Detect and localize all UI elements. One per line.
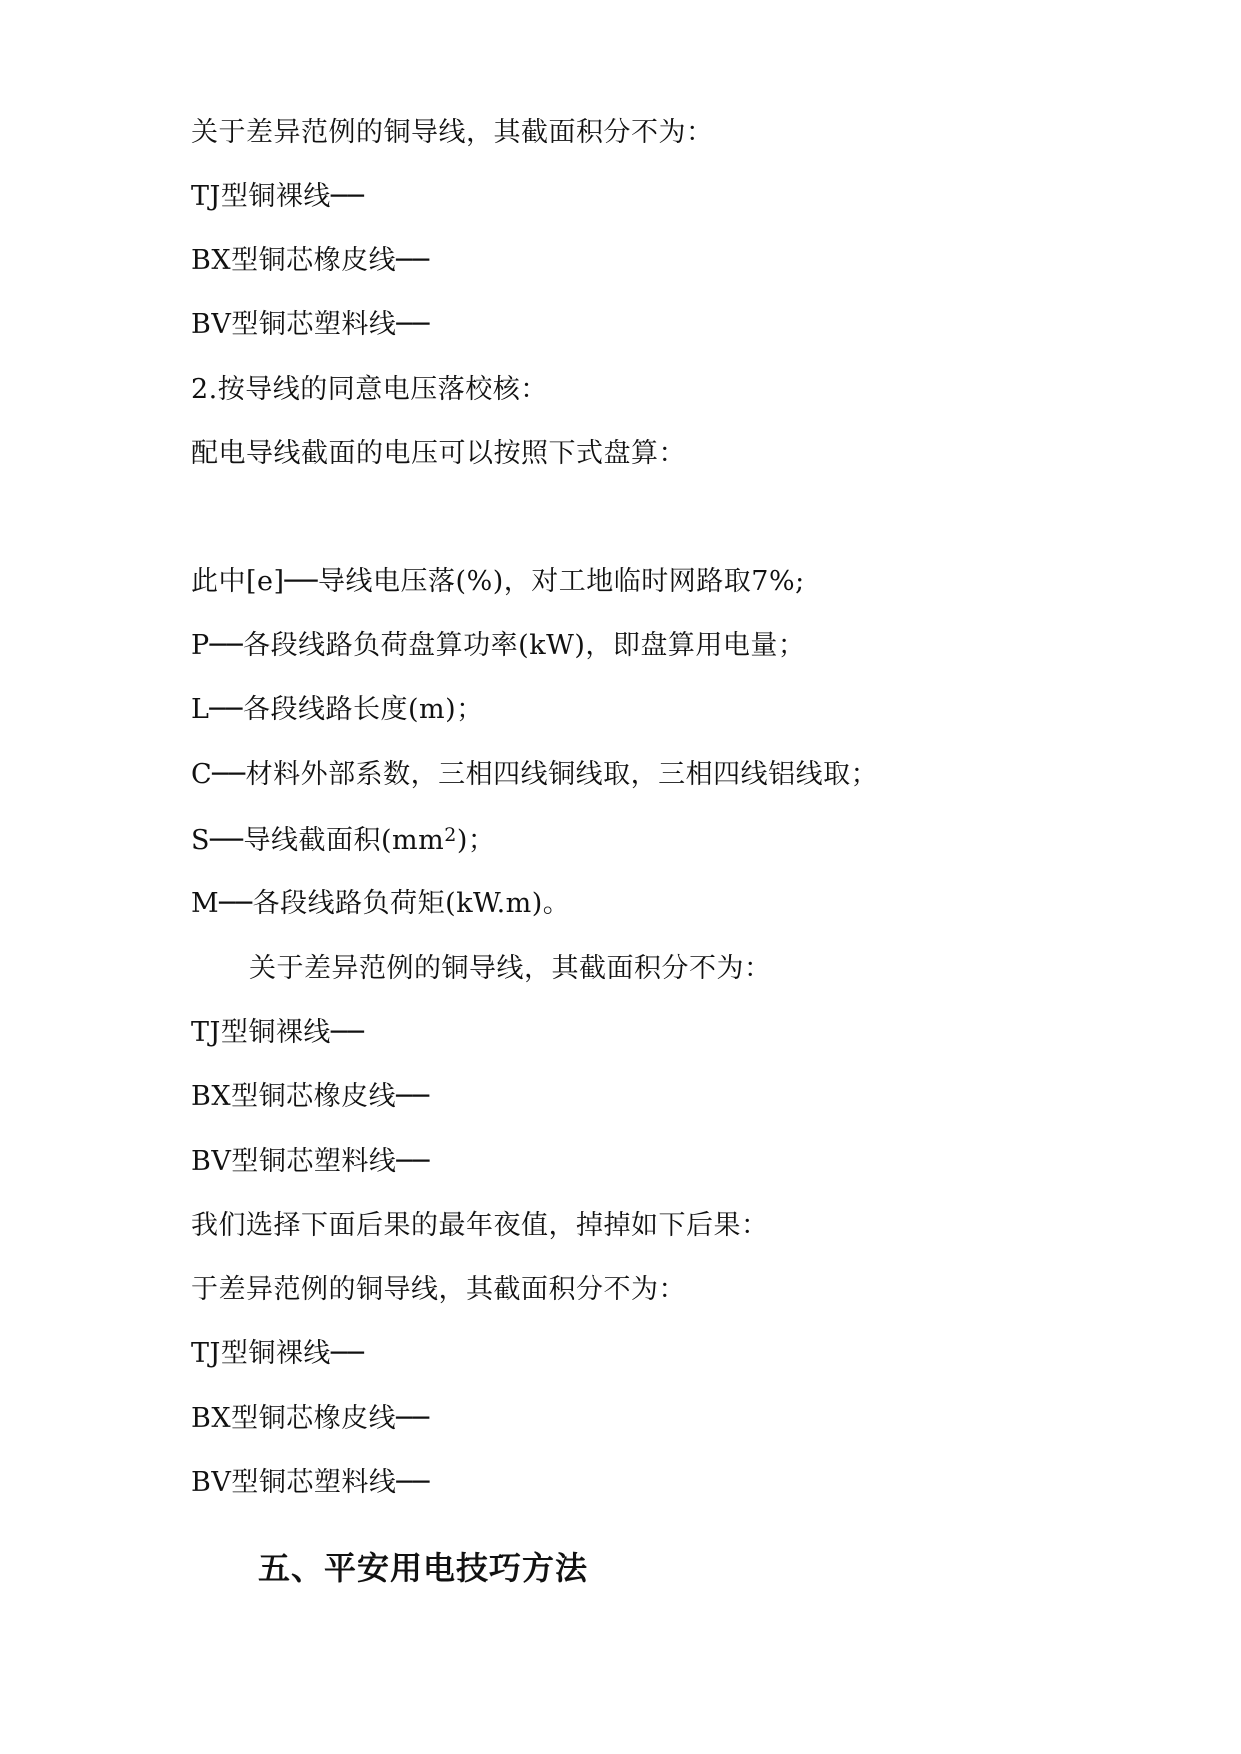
paragraph-text: BV型铜芯塑料线── — [191, 1146, 430, 1177]
formula-variable-text — [191, 825, 495, 857]
formula-variable-text: L──各段线路长度(m)； — [191, 694, 484, 725]
paragraph-text: TJ型铜裸线── — [191, 1338, 365, 1369]
paragraph-text: BX型铜芯橡皮线── — [191, 245, 430, 276]
paragraph-text: BV型铜芯塑料线── — [191, 309, 430, 340]
formula-variable-text: 此中[e]──导线电压落(%)，对工地临时网路取7%; — [191, 566, 805, 597]
paragraph-text: TJ型铜裸线── — [191, 1017, 365, 1048]
paragraph-text: TJ型铜裸线── — [191, 181, 365, 212]
section-step-text: 2.按导线的同意电压落校核： — [191, 374, 548, 405]
section-heading: 五、平安用电技巧方法 — [258, 1549, 589, 1587]
paragraph-text: BX型铜芯橡皮线── — [191, 1403, 430, 1434]
s-line-superscript: 2 — [444, 824, 457, 846]
formula-variable-text: P──各段线路负荷盘算功率(kW)，即盘算用电量； — [191, 630, 806, 661]
paragraph-text: 我们选择下面后果的最年夜值，掉掉如下后果： — [191, 1210, 769, 1241]
s-line-prefix: S──导线截面积(mm — [191, 825, 445, 856]
paragraph-text: BX型铜芯橡皮线── — [191, 1081, 430, 1112]
paragraph-text: 关于差异范例的铜导线，其截面积分不为： — [191, 117, 714, 148]
formula-variable-text: M──各段线路负荷矩(kW.m)。 — [191, 888, 571, 919]
paragraph-text: 配电导线截面的电压可以按照下式盘算： — [191, 438, 686, 469]
paragraph-text: 关于差异范例的铜导线，其截面积分不为： — [249, 953, 772, 984]
paragraph-text: BV型铜芯塑料线── — [191, 1467, 430, 1498]
paragraph-text: 于差异范例的铜导线，其截面积分不为： — [191, 1274, 686, 1305]
s-line-suffix: )； — [456, 825, 496, 856]
formula-variable-text: C──材料外部系数，三相四线铜线取，三相四线铝线取； — [191, 759, 879, 790]
